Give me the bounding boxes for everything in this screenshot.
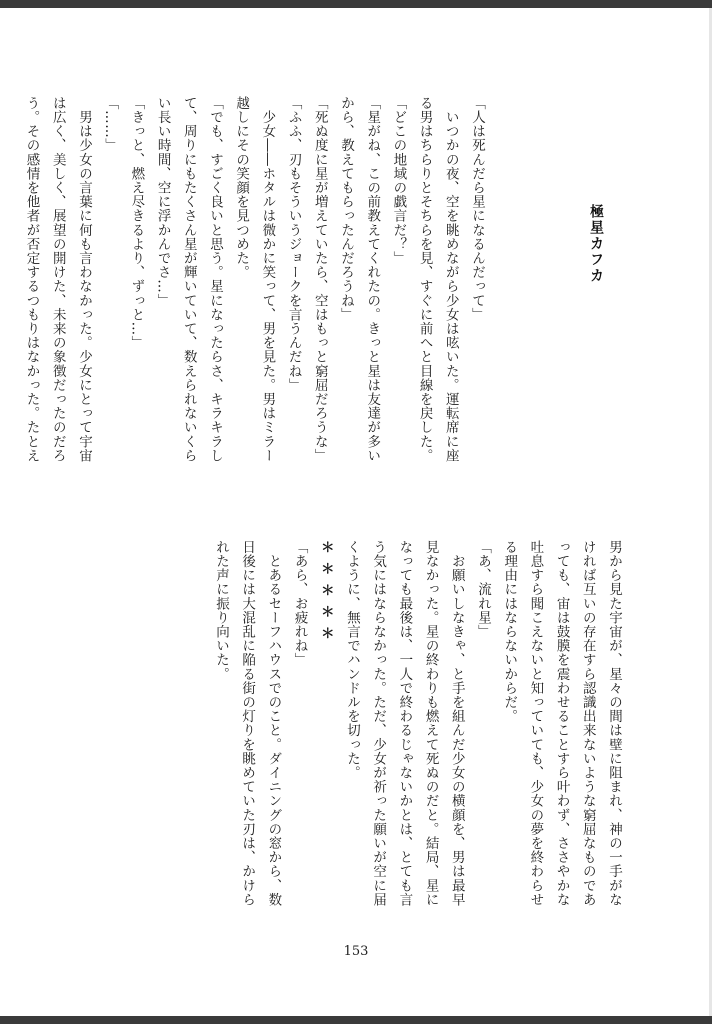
text-line: は広く、美しく、展望の開けた、未来の象徴だったのだろ [49, 96, 66, 463]
text-line: 日後には大混乱に陥る街の灯りを眺めていた刃は、かけら [239, 540, 256, 907]
text-line: くように、無言でハンドルを切った。 [343, 540, 360, 780]
page-title: 極星カフカ [588, 204, 604, 284]
text-line: っても、宙は鼓膜を震わせることすら叶わず、ささやかな [553, 540, 570, 907]
text-line: 「きっと、燃え尽きるより、ずっと…」 [128, 96, 145, 350]
text-line: いつかの夜、空を眺めながら少女は呟いた。運転席に座 [442, 96, 459, 463]
text-line: う気にはならなかった。ただ、少女が祈った願いが空に届 [370, 540, 387, 907]
text-line: る男はちらりとそちらを見、すぐに前へと目線を戻した。 [416, 96, 433, 463]
text-line: て、周りにもたくさん星が輝いていて、数えられないくら [180, 96, 197, 463]
text-line: 「あ、流れ星」 [474, 540, 491, 639]
text-line: い長い時間、空に浮かんでさ…」 [154, 96, 171, 308]
text-line: 「ふふ、刃もそういうジョークを言うんだね」 [285, 96, 302, 393]
text-line: 見なかった。星の終わりも燃えて死ぬのだと。結局、星に [422, 540, 439, 907]
book-page [0, 8, 712, 1016]
text-line: 男は少女の言葉に何も言わなかった。少女にとって宇宙 [75, 96, 92, 463]
text-line: とあるセーフハウスでのこと。ダイニングの窓から、数 [265, 540, 282, 907]
text-line: 「死ぬ度に星が増えていたら、空はもっと窮屈だろうな」 [311, 96, 328, 463]
text-line: 「あら、お疲れね」 [291, 540, 308, 667]
text-line: 越しにその笑顔を見つめた。 [233, 96, 250, 280]
upper-text-block [18, 96, 490, 496]
text-line: 吐息すら聞こえないと知っていても、少女の夢を終わらせ [527, 540, 544, 907]
text-line: う。その感情を他者が否定するつもりはなかった。たとえ [23, 96, 40, 463]
text-line: 「……」 [102, 96, 119, 153]
page-number: 153 [343, 944, 369, 959]
text-line: お願いしなきゃ、と手を組んだ少女の横顔を、男は最早 [448, 540, 465, 907]
text-line: 「星がね、この前教えてくれたの。きっと星は友達が多い [364, 96, 381, 463]
lower-text-block [208, 540, 627, 945]
text-line: 男から見た宇宙が、星々の間は壁に阻まれ、神の一手がな [606, 540, 622, 907]
text-line: る理由にはならないからだ。 [501, 540, 518, 724]
text-line: 少女――ホタルは微かに笑って、男を見た。男はミラー [259, 96, 276, 463]
text-line: 「でも、すごく良いと思う。星になったらさ、キラキラし [206, 96, 223, 463]
text-line: ければ互いの存在すら認識出来ないような窮屈なものであ [579, 540, 596, 907]
scene-break: ＊＊＊＊＊ [317, 540, 334, 648]
text-line: れた声に振り向いた。 [212, 540, 229, 681]
text-line: なっても最後は、一人で終わるじゃないかとは、とても言 [396, 540, 413, 907]
text-line: 「人は死んだら星になるんだって」 [469, 96, 485, 322]
text-line: 「どこの地域の戯言だ？」 [390, 96, 407, 266]
viewer-bottom-bar [0, 1016, 712, 1024]
viewer-top-bar [0, 0, 712, 8]
text-line: から、教えてもらったんだろうね」 [337, 96, 354, 322]
